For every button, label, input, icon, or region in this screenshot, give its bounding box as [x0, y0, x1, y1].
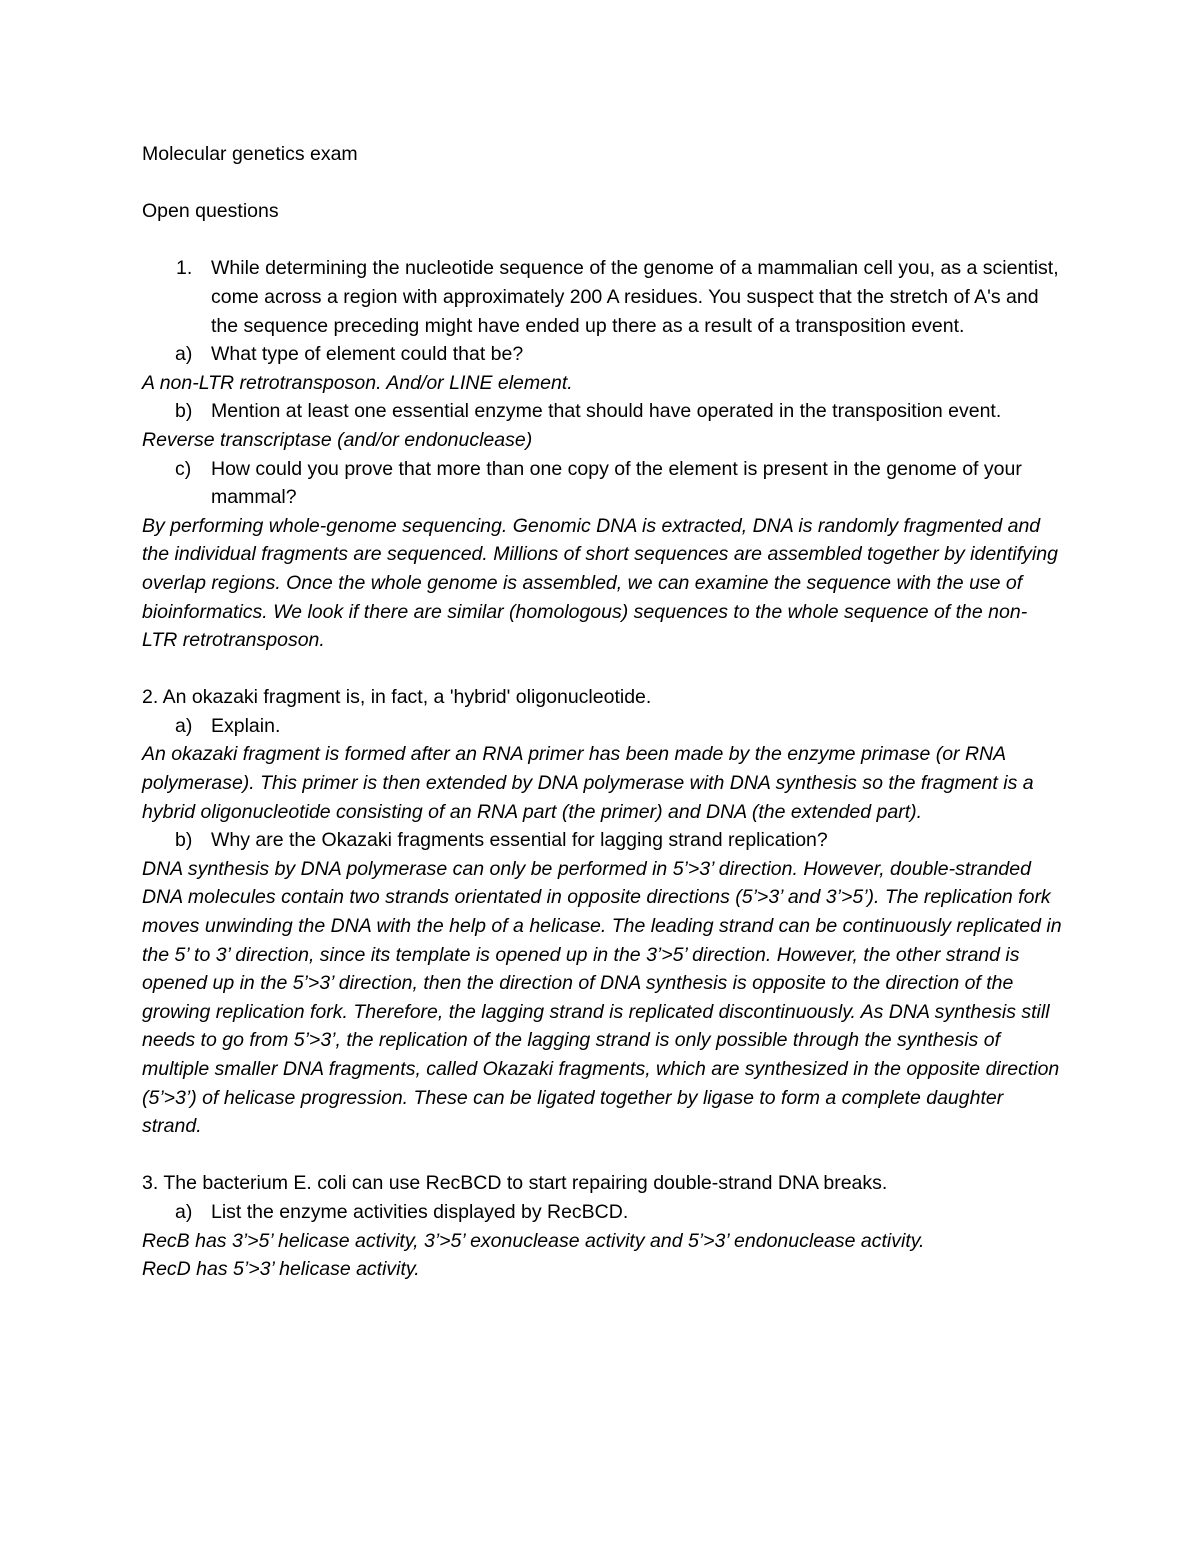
question-2b-text: Why are the Okazaki fragments essential for lagging strand replication?: [211, 829, 828, 852]
answer-3a-line-1: RecB has 3’>5’ helicase activity, 3’>5’ exonuclease activity and 5’>3’ endonuclease activity.: [142, 1229, 925, 1252]
question-2a-text: Explain.: [211, 714, 281, 737]
question-1c-text: How could you prove that more than one copy of the element is present in the genome of your mammal?: [211, 457, 1022, 509]
question-3a: [142, 1198, 1062, 1227]
question-1b-text: Mention at least one essential enzyme that should have operated in the transposition event.: [211, 400, 1002, 423]
answer-1a: A non-LTR retrotransposon. And/or LINE element.: [142, 371, 573, 394]
question-3a-text: List the enzyme activities displayed by RecBCD.: [211, 1200, 629, 1223]
question-1-number: 1.: [176, 257, 193, 280]
spacer: [142, 1141, 1062, 1170]
document-body: [142, 140, 1062, 1284]
answer-2b: DNA synthesis by DNA polymerase can only be performed in 5’>3’ direction. However, double-stranded DNA molecules contain two strands orientated in opposite directions (5’>3’ and 3’>5’). The replication fork moves unwinding the DNA with the help of a helicase. The leading strand can be continuously replicated in the 5’ to 3’ direction, since its template is opened up in the 3’>5’ direction. However, the other strand is opened up in the 5’>3’ direction, then the direction of DNA synthesis is opposite to the direction of the growing replication fork. Therefore, the lagging strand is replicated discontinuously. As DNA synthesis still needs to go from 5’>3’, the replication of the lagging strand is only possible through the synthesis of multiple smaller DNA fragments, called Okazaki fragments, which are synthesized in the opposite direction (5’>3’) of helicase progression. These can be ligated together by ligase to form a complete daughter strand.: [142, 857, 1062, 1138]
answer-1c: By performing whole-genome sequencing. Genomic DNA is extracted, DNA is randomly fragmented and the individual fragments are sequenced. Millions of short sequences are assembled together by identifying overlap regions. Once the whole genome is assembled, we can examine the sequence with the use of bioinformatics. We look if there are similar (homologous) sequences to the whole sequence of the non-LTR retrotransposon.: [142, 514, 1058, 652]
question-2a-label: a): [175, 714, 193, 737]
question-1c: [142, 455, 1062, 512]
answer-2a: An okazaki fragment is formed after an RNA primer has been made by the enzyme primase (or RNA polymerase). This primer is then extended by DNA polymerase with DNA synthesis so the fragment is a hybrid oligonucleotide consisting of an RNA part (the primer) and DNA (the extended part).: [142, 743, 1034, 823]
document-title: Molecular genetics exam: [142, 143, 358, 165]
question-3: 3. The bacterium E. coli can use RecBCD to start repairing double-strand DNA breaks.: [142, 1172, 888, 1195]
question-2b-label: b): [175, 829, 193, 852]
section-heading: Open questions: [142, 200, 279, 223]
question-2: 2. An okazaki fragment is, in fact, a 'hybrid' oligonucleotide.: [142, 686, 652, 709]
question-2a: [142, 712, 1062, 741]
spacer: [142, 655, 1062, 684]
question-1b-label: b): [175, 400, 193, 423]
question-1a-text: What type of element could that be?: [211, 343, 524, 366]
question-3a-label: a): [175, 1200, 193, 1223]
question-1a: [142, 340, 1062, 369]
answer-3a-line-2: RecD has 5’>3’ helicase activity.: [142, 1258, 420, 1281]
question-1b: [142, 397, 1062, 426]
answer-1b: Reverse transcriptase (and/or endonuclease): [142, 428, 533, 451]
question-1-text: While determining the nucleotide sequence of the genome of a mammalian cell you, as a scientist, come across a region with approximately 200 A residues. You suspect that the stretch of A's and the sequence preceding might have ended up there as a result of a transposition event.: [211, 257, 1059, 337]
question-1c-label: c): [175, 457, 192, 480]
question-1a-label: a): [175, 343, 193, 366]
question-1: [142, 254, 1062, 340]
question-2b: [142, 826, 1062, 855]
